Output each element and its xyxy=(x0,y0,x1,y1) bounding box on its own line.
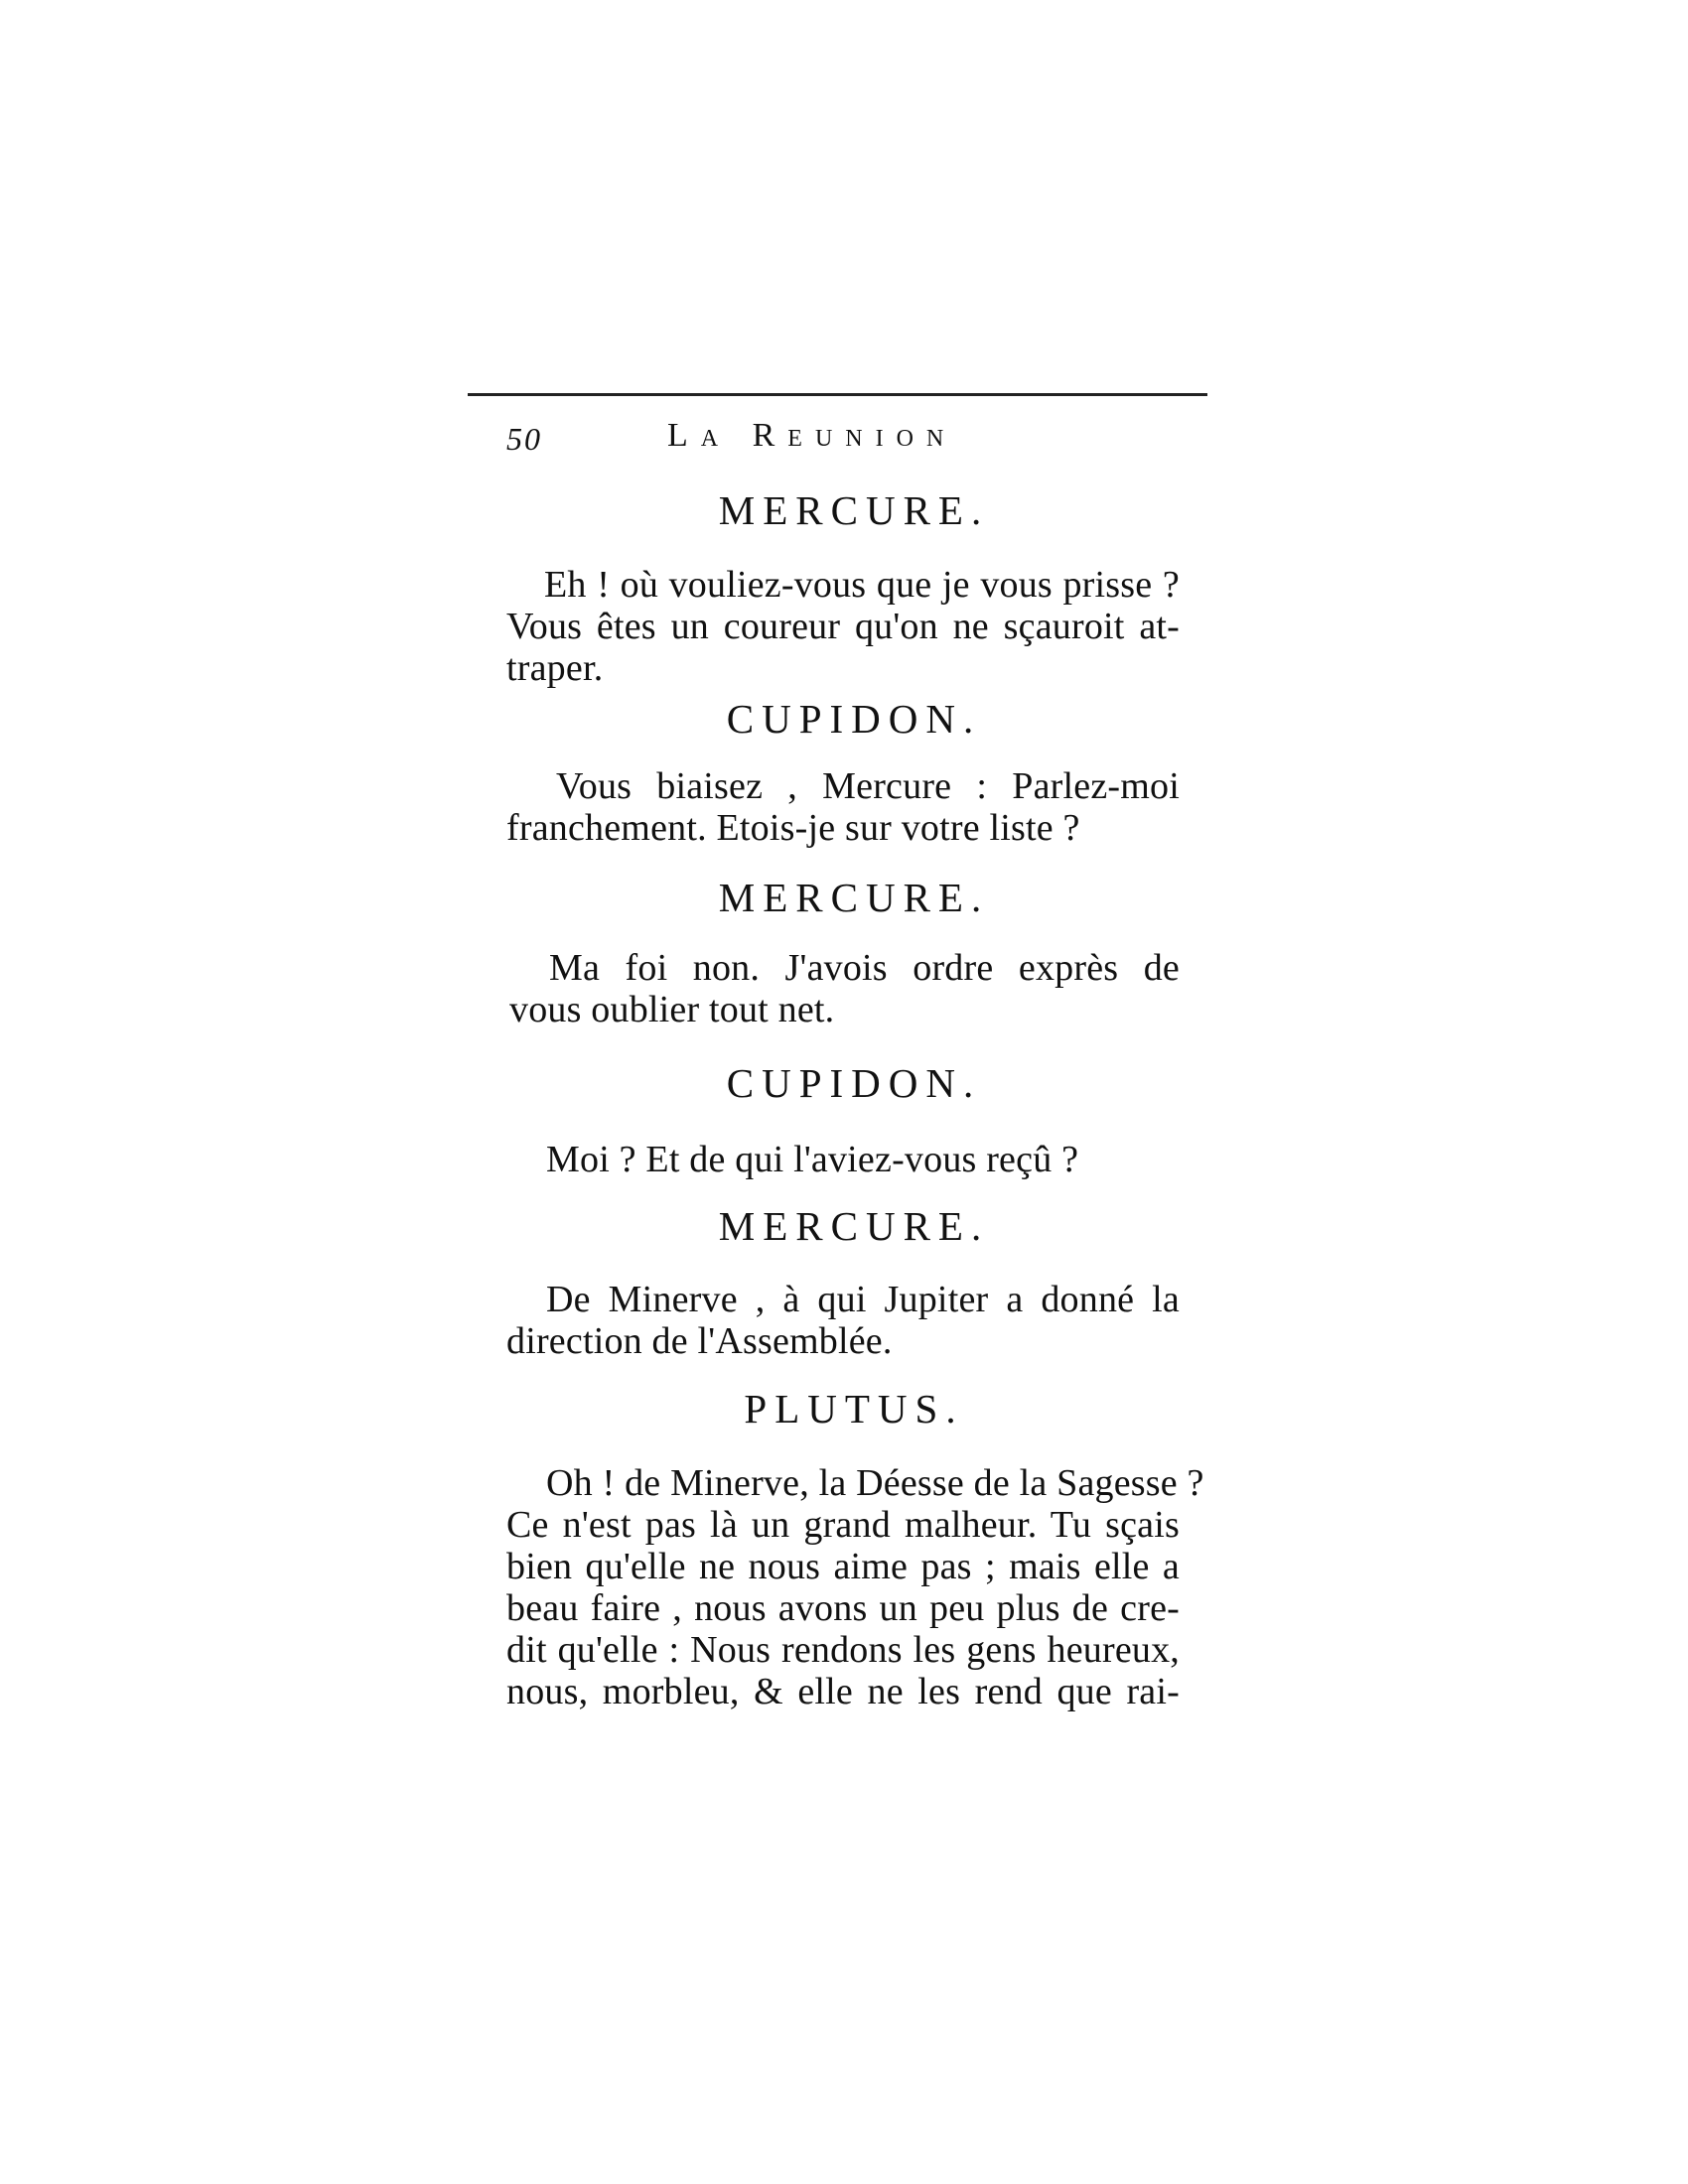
speaker-name: MERCURE. xyxy=(718,487,990,533)
speech-line: vous oublier tout net. xyxy=(509,989,835,1030)
speaker-name: CUPIDON. xyxy=(726,696,982,742)
speaker-name: PLUTUS. xyxy=(744,1386,964,1432)
speaker-name: MERCURE. xyxy=(718,1203,990,1249)
speech-line: direction de l'Assemblée. xyxy=(506,1320,893,1362)
speech-line: Oh ! de Minerve, la Déesse de la Sagesse ? xyxy=(546,1462,1204,1504)
speech-line: De Minerve , à qui Jupiter a donné la xyxy=(546,1279,1180,1320)
speaker-name: MERCURE. xyxy=(718,875,990,920)
speech-line: traper. xyxy=(506,647,604,689)
page-number: 50 xyxy=(506,421,542,457)
speech-line: beau faire , nous avons un peu plus de cre- xyxy=(506,1587,1180,1629)
running-title: La Reunion xyxy=(667,417,957,454)
speech-line: Moi ? Et de qui l'aviez-vous reçû ? xyxy=(546,1139,1079,1180)
running-head xyxy=(506,415,1023,465)
speech-line: Ma foi non. J'avois ordre exprès de xyxy=(549,947,1180,989)
speaker-name: CUPIDON. xyxy=(726,1060,982,1106)
speech-line: Ce n'est pas là un grand malheur. Tu sçais xyxy=(506,1504,1180,1546)
speech-line: Vous êtes un coureur qu'on ne sçauroit at- xyxy=(506,606,1180,647)
speech-line: bien qu'elle ne nous aime pas ; mais elle a xyxy=(506,1546,1180,1587)
speech-line: Vous biaisez , Mercure : Parlez-moi xyxy=(556,765,1180,807)
speech-line: Eh ! où vouliez-vous que je vous prisse ? xyxy=(544,564,1180,606)
header-rule xyxy=(468,393,1207,396)
speech-line: dit qu'elle : Nous rendons les gens heureux, xyxy=(506,1629,1180,1671)
speech-line: nous, morbleu, & elle ne les rend que rai- xyxy=(506,1671,1180,1712)
speech-line: franchement. Etois-je sur votre liste ? xyxy=(506,807,1080,849)
